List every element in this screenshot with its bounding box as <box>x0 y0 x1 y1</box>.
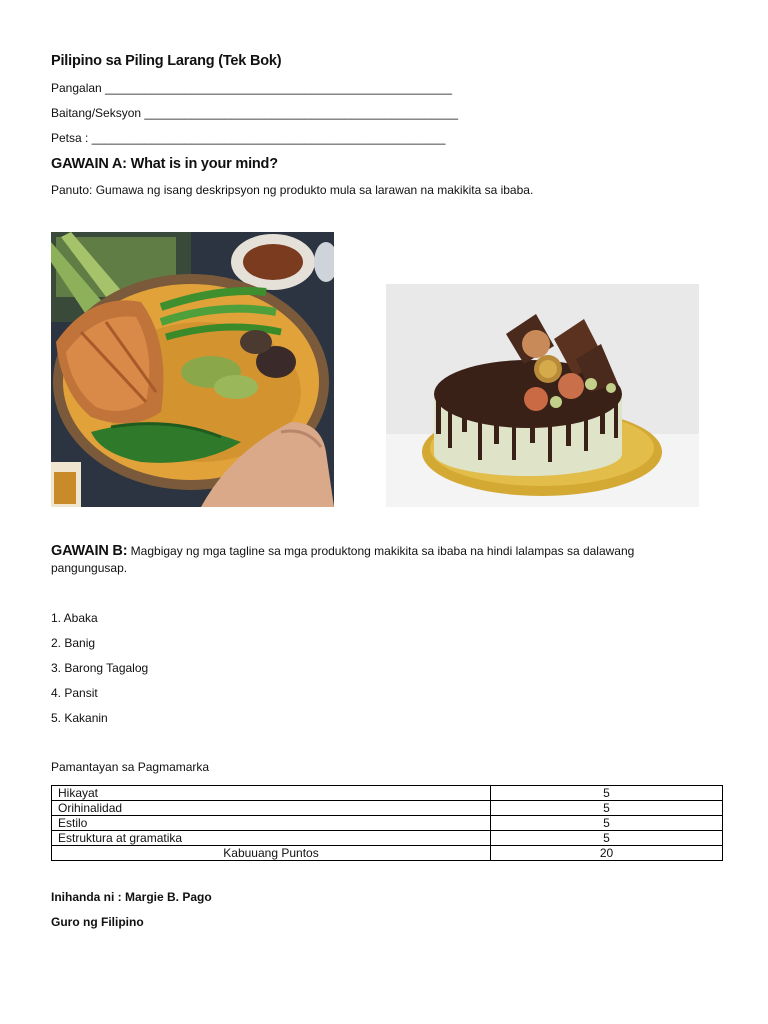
kare-kare-photo <box>51 232 334 507</box>
table-row <box>52 786 723 801</box>
criterion-cell: Estruktura at gramatika <box>52 831 491 846</box>
list-item: 1. Abaka <box>51 611 98 625</box>
total-points-cell: 20 <box>491 846 723 861</box>
list-item: 4. Pansit <box>51 686 98 700</box>
table-row <box>52 831 723 846</box>
points-cell: 5 <box>491 816 723 831</box>
gawain-a-title: GAWAIN A: What is in your mind? <box>51 156 278 172</box>
criterion-cell: Orihinalidad <box>52 801 491 816</box>
gawain-b-instruction <box>51 543 691 577</box>
prepared-by: Inihanda ni : Margie B. Pago <box>51 890 212 904</box>
rubric-table <box>51 785 723 861</box>
total-label-cell: Kabuuang Puntos <box>52 846 491 861</box>
list-item: 2. Banig <box>51 636 96 650</box>
points-cell: 5 <box>491 801 723 816</box>
criterion-cell: Estilo <box>52 816 491 831</box>
gawain-b-title: GAWAIN B: <box>51 543 128 559</box>
list-item: 3. Barong Tagalog <box>51 661 149 675</box>
teacher-role: Guro ng Filipino <box>51 915 144 929</box>
grade-section-field: Baitang/Seksyon _______________________________________________ <box>51 106 459 120</box>
gawain-a-instruction: Panuto: Gumawa ng isang deskripsyon ng produkto mula sa larawan na makikita sa ibaba. <box>51 183 534 197</box>
chocolate-cake-photo <box>386 284 699 507</box>
table-row <box>52 816 723 831</box>
rubric-label: Pamantayan sa Pagmamarka <box>51 760 210 774</box>
gawain-b-text: Magbigay ng mga tagline sa mga produktong makikita sa ibaba na hindi lalampas sa dalawang pangungusap. <box>51 544 635 575</box>
points-cell: 5 <box>491 831 723 846</box>
table-row <box>52 846 723 861</box>
date-field: Petsa : _____________________________________________________ <box>51 131 446 145</box>
points-cell: 5 <box>491 786 723 801</box>
name-field: Pangalan ____________________________________________________ <box>51 81 453 95</box>
list-item: 5. Kakanin <box>51 711 108 725</box>
criterion-cell: Hikayat <box>52 786 491 801</box>
worksheet-title: Pilipino sa Piling Larang (Tek Bok) <box>51 53 282 69</box>
table-row <box>52 801 723 816</box>
